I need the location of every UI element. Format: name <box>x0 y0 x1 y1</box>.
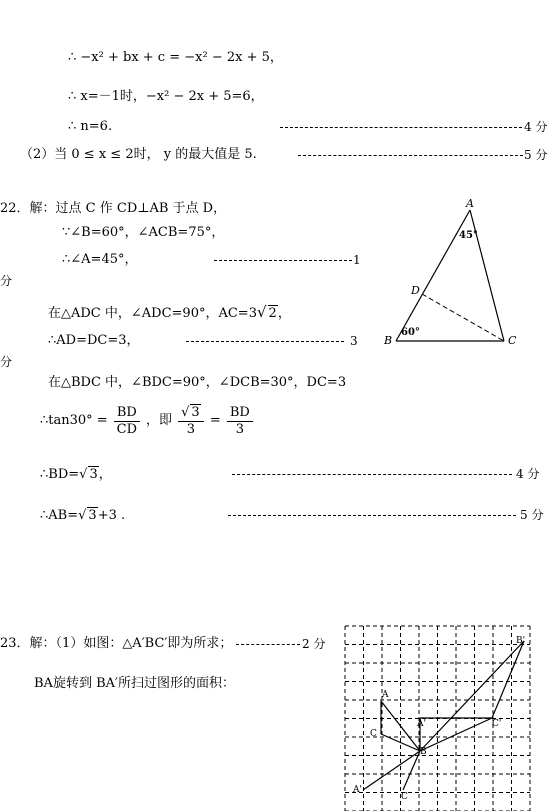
grid-label-b: B <box>420 747 427 757</box>
tan-label: ∴tan30° = <box>40 413 108 428</box>
grid-figure <box>343 624 533 811</box>
score-4: 4 分 <box>516 467 540 481</box>
grid-label-a: A <box>382 690 389 700</box>
punct: ， <box>277 306 291 321</box>
grid-label-c-prime: C' <box>492 719 502 729</box>
q22-line-5: ∴AD=DC=3， <box>48 333 140 348</box>
q23-heading: 23．解：（1）如图：△A′BC′即为所求； <box>0 636 233 651</box>
q22-line-4: 在△ADC 中，∠ADC=90°，AC=3√ 2， <box>48 303 291 321</box>
score-leader <box>298 155 523 156</box>
eq-line-3: ∴ n=6. <box>68 119 113 134</box>
q22-line-6: 在△BDC 中，∠BDC=90°，∠DCB=30°，DC=3 <box>48 375 347 390</box>
score-4: 4 分 <box>524 120 548 134</box>
tan-mid: ，即 <box>145 413 172 428</box>
score-leader <box>186 341 344 342</box>
sqrt-2: 2 <box>268 306 277 321</box>
angle-b-label: 60° <box>401 327 420 338</box>
q22-bd-line: ∴BD=√ 3， <box>40 467 112 482</box>
score-5: 5 分 <box>524 148 548 162</box>
q22-ab-line: ∴AB=√ 3+3 . <box>40 508 126 523</box>
score-3: 3 <box>350 334 358 348</box>
q22-line-2: ∵∠B=60°，∠ACB=75°， <box>62 225 225 240</box>
grid-label-c: C <box>370 729 377 739</box>
grid-label-b-prime: B' <box>516 636 526 646</box>
triangle-figure <box>380 196 530 356</box>
vertex-d-label: D <box>411 284 420 297</box>
score-leader <box>232 474 512 475</box>
score-leader <box>228 515 516 516</box>
score-unit: 分 <box>0 274 13 288</box>
fraction-bd-cd: $\frac{BD}{CD}$ <box>114 405 140 438</box>
grid-label-a-lower: A' <box>353 785 362 795</box>
eq-line-2: ∴ x=－1时，−x² − 2x + 5=6， <box>68 89 264 104</box>
part2-line: （2）当 0 ≤ x ≤ 2时， y 的最大值是 5. <box>20 147 257 162</box>
score-unit: 分 <box>0 355 13 369</box>
fraction-bd-3: $\frac{BD}{3}$ <box>227 405 253 438</box>
score-2: 2 分 <box>302 637 326 651</box>
q23-line-2: BA旋转到 BA′所扫过图形的面积： <box>34 676 235 691</box>
vertex-c-label: C <box>508 334 517 347</box>
score-5: 5 分 <box>520 508 544 522</box>
q22-line-3: ∴∠A=45°， <box>62 252 138 267</box>
q22-heading: 22．解：过点 C 作 CD⊥AB 于点 D， <box>0 201 227 216</box>
fraction-sqrt3-3: $\frac{√ 3}{3}$ <box>178 404 204 438</box>
score-leader <box>280 127 522 128</box>
score-1: 1 <box>353 253 361 267</box>
q22-tan-line: ∴tan30° = $\frac{BD}{CD}$ ，即 $\frac{√ 3}{3}$ = $\frac{BD}{3}$ <box>40 404 255 438</box>
score-leader <box>214 260 352 261</box>
score-leader <box>236 644 300 645</box>
vertex-a-label: A <box>466 197 474 210</box>
grid-label-a-prime: A' <box>417 719 426 729</box>
q22-line-4-text: 在△ADC 中，∠ADC=90°，AC=3 <box>48 306 257 321</box>
eq-line-1: ∴ −x² + bx + c = −x² − 2x + 5， <box>68 50 283 65</box>
grid-label-c-lower: C <box>401 792 408 802</box>
angle-a-label: 45° <box>459 230 478 241</box>
vertex-b-label: B <box>384 334 393 347</box>
